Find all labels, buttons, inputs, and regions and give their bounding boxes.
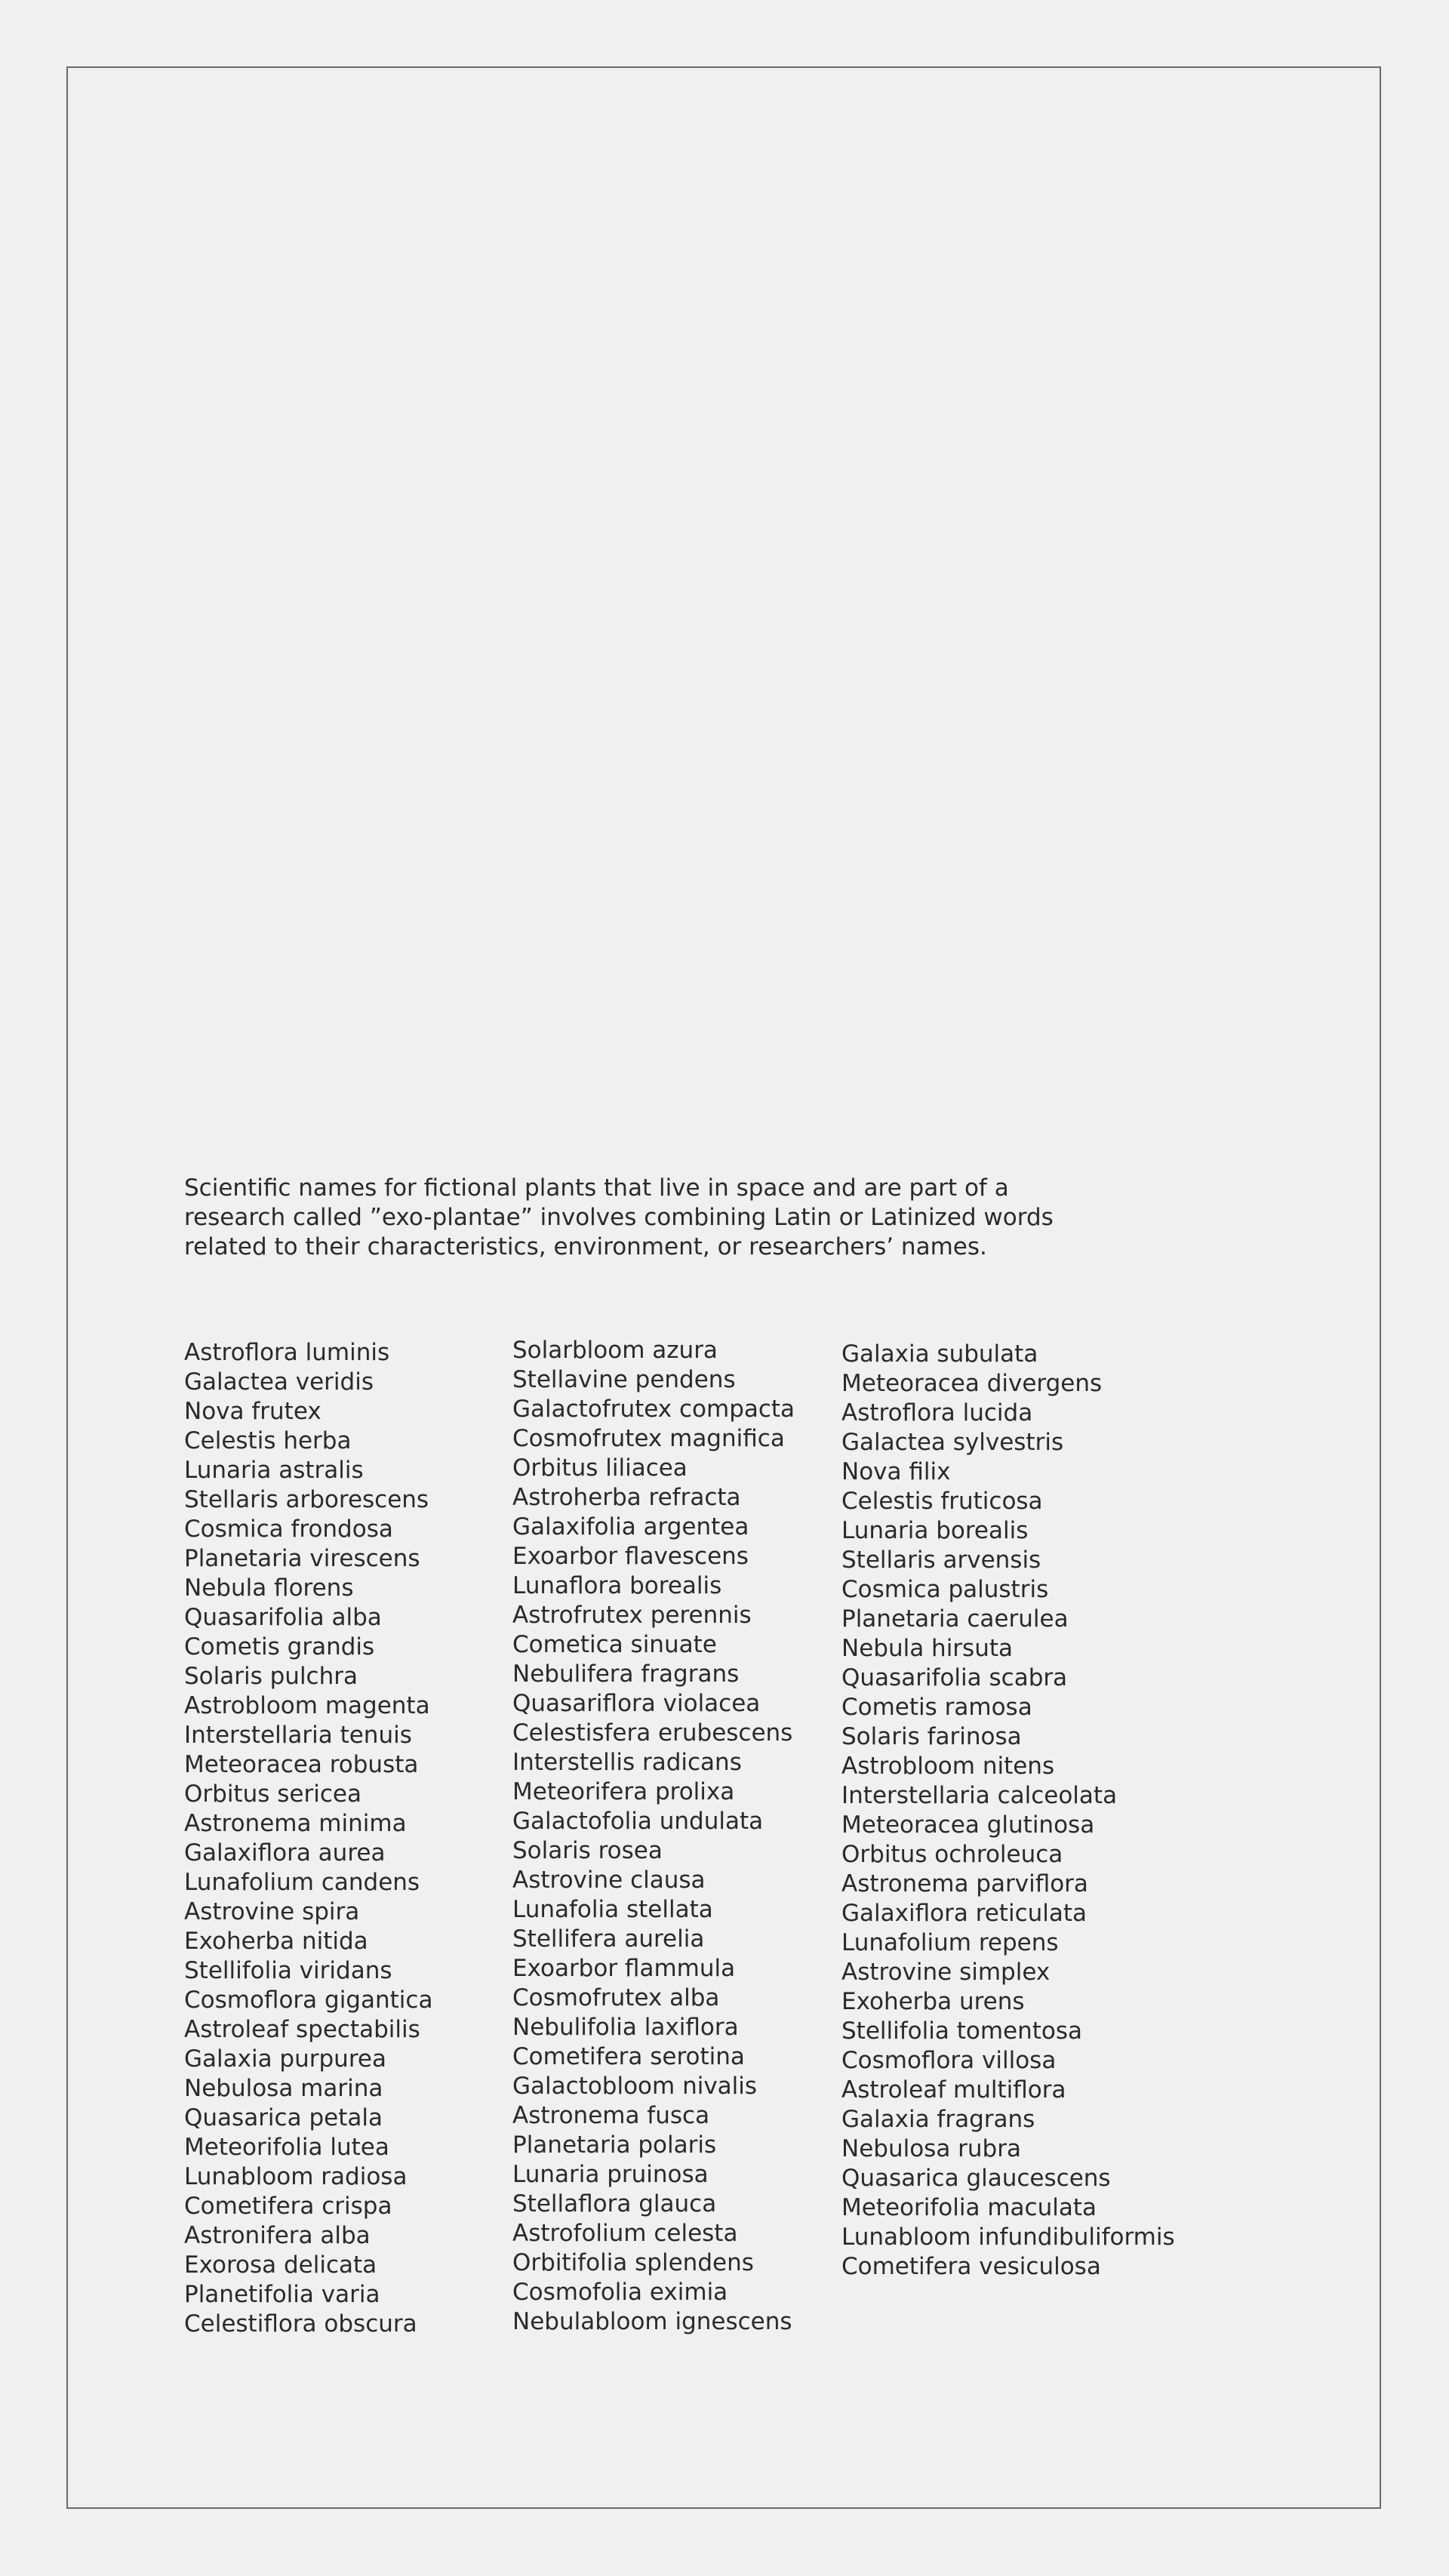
plant-name: Astronifera alba	[184, 2222, 371, 2249]
plant-name: Solaris farinosa	[841, 1723, 1022, 1750]
plant-name: Planetifolia varia	[184, 2281, 380, 2308]
plant-name: Astroflora lucida	[841, 1399, 1033, 1426]
plant-name: Stellifolia viridans	[184, 1957, 392, 1984]
plant-name: Stellaris arvensis	[841, 1547, 1041, 1574]
plant-name: Galactobloom nivalis	[512, 2073, 758, 2100]
plant-name: Exoarbor flavescens	[512, 1543, 749, 1570]
plant-name: Cometifera crispa	[184, 2193, 392, 2220]
plant-name: Cometica sinuate	[512, 1631, 717, 1658]
plant-name: Galactea veridis	[184, 1368, 374, 1396]
plant-name: Lunaflora borealis	[512, 1572, 722, 1599]
plant-name: Astroleaf spectabilis	[184, 2016, 420, 2043]
plant-name: Nebulabloom ignescens	[512, 2308, 792, 2335]
plant-name: Nebula florens	[184, 1574, 354, 1602]
plant-name: Solarbloom azura	[512, 1337, 718, 1364]
plant-name: Astrobloom magenta	[184, 1692, 430, 1719]
plant-name: Celestiflora obscura	[184, 2310, 417, 2337]
plant-name: Galaxia subulata	[841, 1340, 1038, 1368]
plant-name: Lunabloom infundibuliformis	[841, 2224, 1175, 2251]
plant-name: Cosmica palustris	[841, 1576, 1049, 1603]
plant-name: Astrobloom nitens	[841, 1753, 1055, 1780]
plant-name: Planetaria virescens	[184, 1545, 420, 1572]
plant-name: Celestis fruticosa	[841, 1488, 1043, 1515]
plant-name: Orbitifolia splendens	[512, 2249, 754, 2276]
plant-name: Astroherba refracta	[512, 1484, 741, 1511]
plant-name: Lunaria pruinosa	[512, 2161, 709, 2188]
plant-name: Cosmoflora villosa	[841, 2047, 1057, 2074]
plant-name: Astrofolium celesta	[512, 2220, 738, 2247]
plant-name: Nebulosa rubra	[841, 2135, 1021, 2162]
intro-paragraph: Scientific names for fictional plants that live in space and are part of a research called ”exo-plantae” involves combining Latin or Latinized words related to their characteristics, environment, or researchers’ names.	[184, 1174, 1054, 1260]
plant-name: Quasarica glaucescens	[841, 2165, 1111, 2192]
plant-name: Lunaria astralis	[184, 1457, 364, 1484]
plant-name: Nebulifera fragrans	[512, 1660, 740, 1688]
plant-name: Stellaris arborescens	[184, 1486, 429, 1513]
plant-name: Exoherba urens	[841, 1988, 1025, 2015]
plant-name: Galaxia purpurea	[184, 2045, 386, 2073]
plant-name: Stellifolia tomentosa	[841, 2017, 1083, 2045]
plant-name: Interstellis radicans	[512, 1749, 742, 1776]
plant-name: Cosmoflora gigantica	[184, 1987, 433, 2014]
plant-name: Solaris rosea	[512, 1837, 663, 1864]
plant-name: Galactea sylvestris	[841, 1429, 1064, 1456]
plant-name: Galaxia fragrans	[841, 2106, 1035, 2133]
plant-name: Lunafolia stellata	[512, 1896, 713, 1923]
plant-name: Lunafolium repens	[841, 1929, 1059, 1956]
plant-name: Lunaria borealis	[841, 1517, 1029, 1544]
plant-name: Meteorifera prolixa	[512, 1778, 735, 1805]
plant-name: Interstellaria tenuis	[184, 1722, 412, 1749]
plant-name: Astronema minima	[184, 1810, 407, 1837]
plant-name: Galactofrutex compacta	[512, 1396, 795, 1423]
plant-name: Astroflora luminis	[184, 1339, 390, 1366]
plant-name: Astronema parviflora	[841, 1870, 1088, 1897]
plant-name: Solaris pulchra	[184, 1663, 358, 1690]
plant-name: Cometis ramosa	[841, 1694, 1032, 1721]
plant-name: Galaxifolia argentea	[512, 1513, 749, 1540]
name-column-2	[512, 1336, 795, 2337]
plant-name: Meteorifolia maculata	[841, 2194, 1097, 2221]
plant-name: Celestis herba	[184, 1427, 352, 1454]
plant-name: Planetaria caerulea	[841, 1605, 1069, 1633]
plant-name: Astrovine clausa	[512, 1867, 706, 1894]
plant-name: Quasariflora violacea	[512, 1690, 761, 1717]
plant-name: Quasarifolia alba	[184, 1604, 382, 1631]
plant-name: Stellifera aurelia	[512, 1925, 705, 1953]
plant-name: Planetaria polaris	[512, 2131, 717, 2159]
plant-name: Nebulifolia laxiflora	[512, 2014, 739, 2041]
plant-name: Astrovine spira	[184, 1898, 360, 1925]
plant-name: Cosmica frondosa	[184, 1516, 393, 1543]
plant-name: Cosmofrutex magnifica	[512, 1425, 785, 1452]
plant-name: Cometis grandis	[184, 1633, 375, 1660]
plant-name: Cosmofrutex alba	[512, 1984, 720, 2011]
plant-name: Exoherba nitida	[184, 1928, 368, 1955]
plant-name: Cosmofolia eximia	[512, 2279, 728, 2306]
plant-name: Galaxiflora reticulata	[841, 1900, 1088, 1927]
plant-name: Meteoracea glutinosa	[841, 1811, 1095, 1839]
plant-name: Meteoracea divergens	[841, 1370, 1103, 1397]
plant-name: Astrovine simplex	[841, 1959, 1051, 1986]
plant-name: Quasarifolia scabra	[841, 1664, 1068, 1691]
name-column-3	[841, 1340, 1175, 2282]
plant-name: Nova frutex	[184, 1398, 321, 1425]
plant-name: Astroleaf multiflora	[841, 2076, 1066, 2104]
plant-name: Cometifera serotina	[512, 2043, 745, 2070]
plant-name: Stellavine pendens	[512, 1366, 736, 1393]
plant-name: Galactofolia undulata	[512, 1808, 764, 1835]
plant-name: Nebulosa marina	[184, 2075, 383, 2102]
plant-name: Orbitus ochroleuca	[841, 1841, 1063, 1868]
plant-name: Astronema fusca	[512, 2102, 710, 2129]
plant-name: Lunabloom radiosa	[184, 2163, 408, 2190]
plant-name: Orbitus liliacea	[512, 1454, 688, 1482]
plant-name: Stellaflora glauca	[512, 2190, 717, 2217]
plant-name: Interstellaria calceolata	[841, 1782, 1118, 1809]
plant-name: Galaxiflora aurea	[184, 1839, 386, 1867]
plant-name: Quasarica petala	[184, 2104, 383, 2131]
plant-name: Lunafolium candens	[184, 1869, 420, 1896]
plant-name: Nebula hirsuta	[841, 1635, 1014, 1662]
name-column-1	[184, 1338, 432, 2339]
plant-name: Celestisfera erubescens	[512, 1719, 793, 1747]
plant-name: Exoarbor flammula	[512, 1955, 736, 1982]
plant-name: Exorosa delicata	[184, 2251, 377, 2279]
plant-name: Orbitus sericea	[184, 1780, 361, 1808]
plant-name: Astrofrutex perennis	[512, 1602, 752, 1629]
plant-name: Nova filix	[841, 1458, 951, 1485]
plant-name: Meteorifolia lutea	[184, 2134, 389, 2161]
plant-name: Meteoracea robusta	[184, 1751, 419, 1778]
plant-name: Cometifera vesiculosa	[841, 2253, 1101, 2280]
